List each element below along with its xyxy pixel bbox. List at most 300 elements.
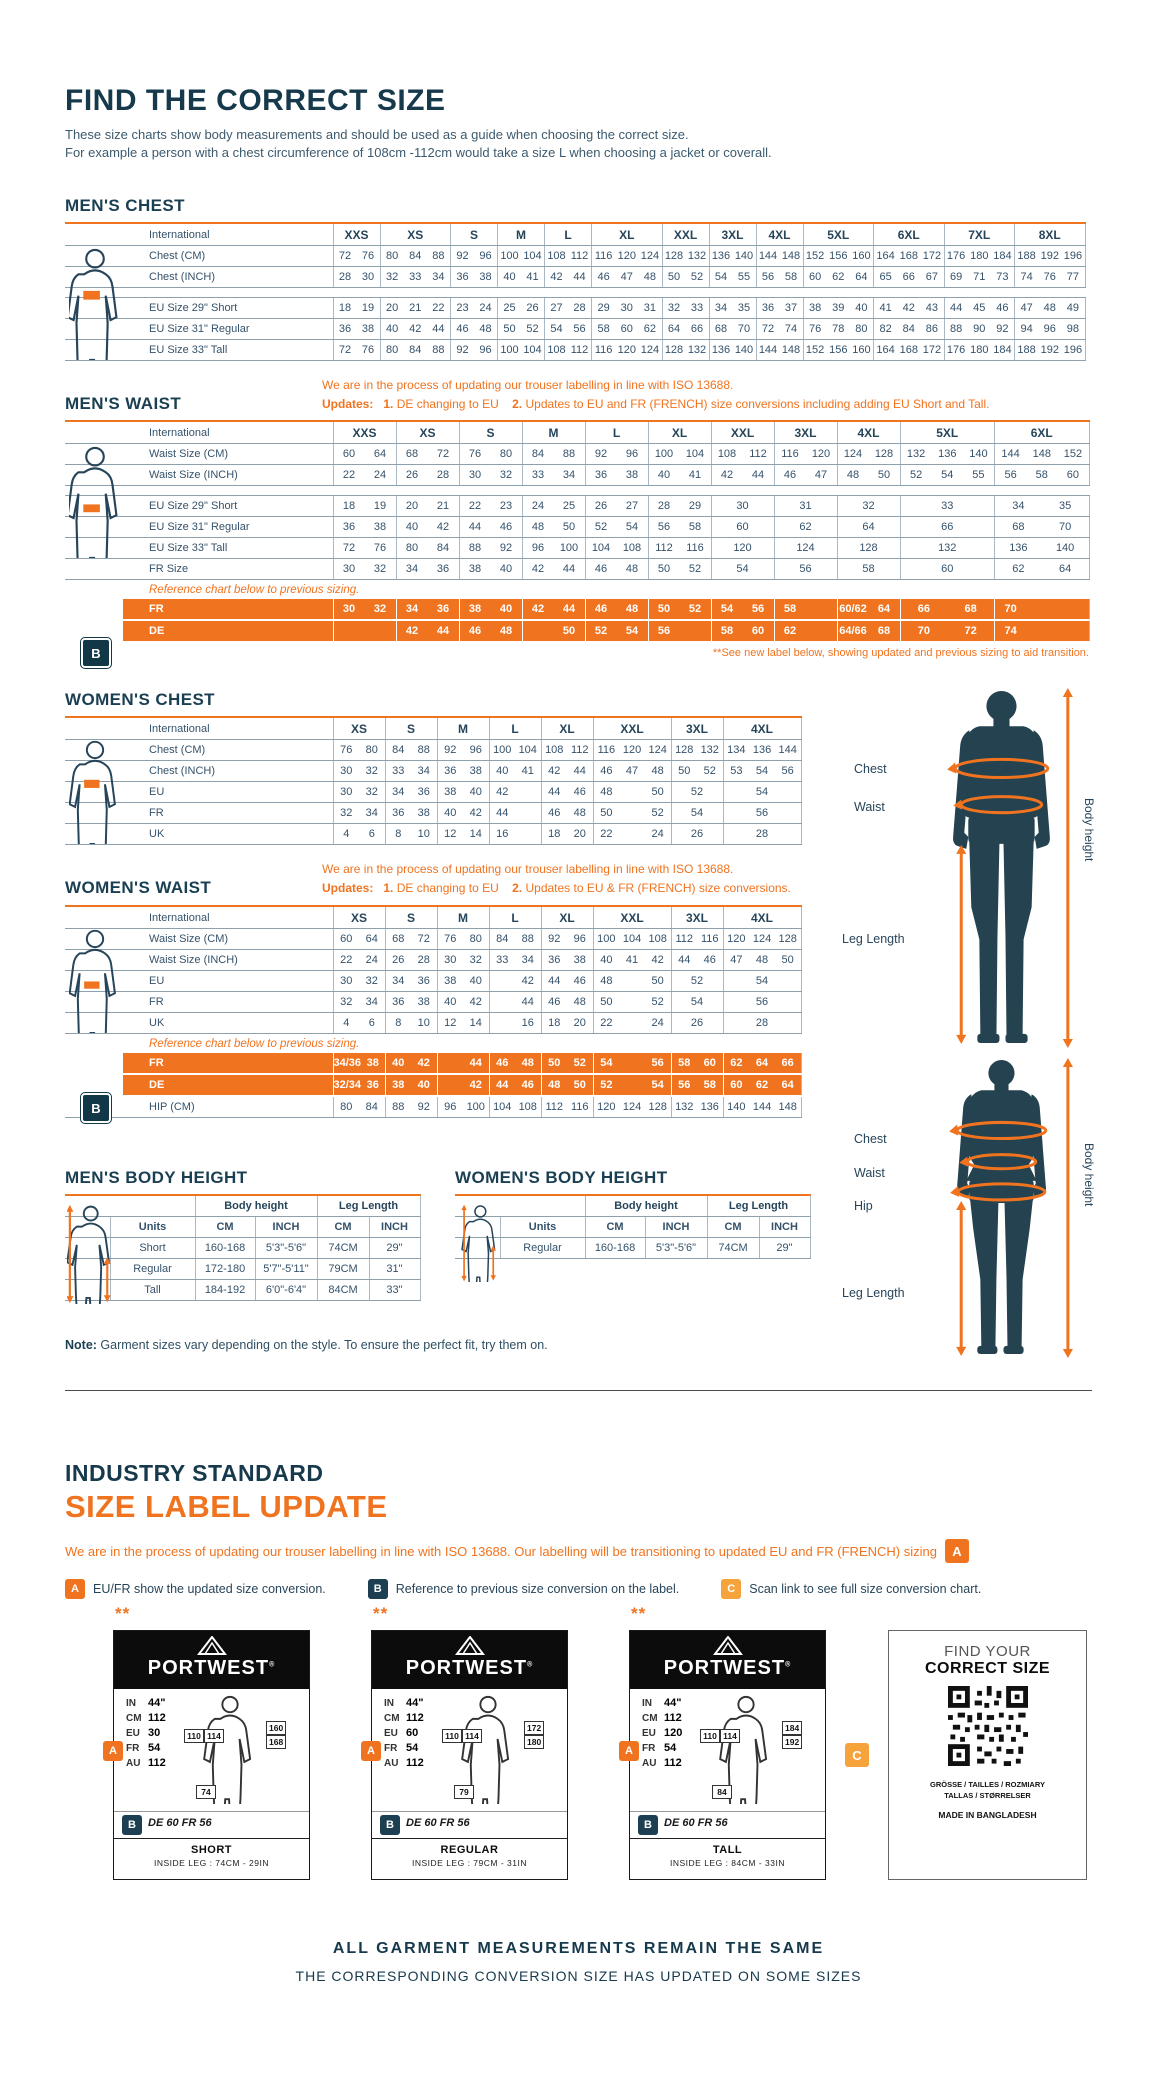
size-value (619, 975, 645, 987)
languages-line-1: GRÖSSE / TAILLES / ROZMIARY (929, 1780, 1045, 1789)
size-value: 29" (759, 1238, 810, 1259)
size-cell (662, 319, 709, 340)
row-label: Waist Size (INCH) (123, 950, 333, 971)
size-value: 136 (938, 448, 957, 460)
size-value: 40 (444, 807, 457, 819)
brand-name: PORTWEST® (147, 1657, 276, 1679)
column-header (110, 1195, 195, 1217)
size-value: 28 (436, 469, 450, 481)
size-cell (803, 298, 874, 319)
size-value: 160-168 (585, 1238, 645, 1259)
icon-column (65, 496, 123, 517)
size-value: 116 (781, 448, 799, 460)
size-cell (711, 538, 774, 559)
badge-b: B (81, 638, 111, 668)
size-value: 96 (1043, 323, 1056, 335)
size-value (490, 996, 516, 1008)
measurement-value: 192 (782, 1735, 802, 1749)
size-value: 50 (657, 603, 671, 615)
size-cell (489, 1013, 541, 1034)
size-cell (333, 824, 385, 845)
leg-measurement-box (712, 1785, 732, 1799)
size-cell (756, 246, 803, 267)
size-value: 34 (1012, 500, 1025, 512)
size-value: 49 (1066, 302, 1080, 314)
size-value: 18 (548, 1017, 561, 1029)
size-cell (459, 496, 522, 517)
industry-paragraph (65, 1539, 1095, 1563)
size-value: 84 (365, 1101, 378, 1113)
size-value: 54 (550, 323, 563, 335)
size-value: 84 (392, 744, 405, 756)
size-value: 38 (444, 786, 457, 798)
size-cell (541, 929, 593, 950)
size-value: 160-168 (195, 1238, 255, 1259)
size-cell (585, 620, 648, 642)
row-label: Regular (500, 1238, 585, 1259)
size-value: 42 (496, 786, 509, 798)
size-cell (489, 740, 541, 761)
size-value: 62 (755, 1079, 769, 1091)
size-value: 172-180 (195, 1259, 255, 1280)
size-value: 30 (340, 975, 353, 987)
size-column-header: S (451, 223, 498, 246)
size-column-header: 8XL (1015, 223, 1086, 246)
row-label: Short (110, 1238, 195, 1259)
size-cell (489, 1096, 541, 1118)
measurement-value: 180 (524, 1735, 544, 1749)
size-column-header: XXL (593, 717, 671, 740)
size-value: 20 (573, 828, 586, 840)
portwest-logo-icon (197, 1636, 227, 1656)
size-cell (437, 824, 489, 845)
size-value: 48 (651, 765, 664, 777)
size-cell (723, 824, 801, 845)
mens-height-title: MEN'S BODY HEIGHT (65, 1168, 248, 1187)
size-cell (396, 599, 459, 620)
size-value: 88 (562, 448, 576, 460)
previous-size-row (630, 1811, 825, 1838)
size-value: 112 (148, 1712, 166, 1724)
size-value: 36 (548, 954, 561, 966)
size-value: 32 (667, 302, 681, 314)
size-value: 56 (657, 521, 671, 533)
size-cell (459, 538, 522, 559)
size-value: 34 (365, 996, 378, 1008)
size-cell (593, 1096, 671, 1118)
size-cell (723, 782, 801, 803)
size-value: 62 (832, 271, 845, 283)
size-value: 60 (730, 1079, 743, 1091)
size-value: 14 (469, 828, 482, 840)
size-column-header: XL (592, 223, 663, 246)
size-cell (593, 971, 671, 992)
chest-measurement-box (442, 1729, 482, 1743)
intro-line-2: For example a person with a chest circumference of 108cm -112cm would take a size L when choosing a jacket or coverall. (65, 145, 772, 160)
size-value: 44 (468, 521, 482, 533)
size-value: 112 (406, 1712, 424, 1724)
size-value: 50 (562, 521, 576, 533)
size-value: 144 (758, 344, 778, 356)
size-value: 31 (799, 500, 812, 512)
size-value: 164 (876, 250, 895, 262)
size-value: 48 (548, 1079, 561, 1091)
size-cell (385, 1074, 437, 1096)
leg-length-label: Leg Length (842, 1286, 905, 1300)
size-value: 50 (562, 625, 576, 637)
size-value (619, 1079, 645, 1091)
size-value (515, 807, 541, 819)
size-value: 65 (879, 271, 892, 283)
size-cell (385, 782, 437, 803)
icon-column (65, 1238, 110, 1259)
size-cell (900, 559, 995, 580)
size-cell (900, 465, 995, 486)
size-value: 46 (600, 765, 613, 777)
size-cell (437, 803, 489, 824)
size-cell (437, 1096, 489, 1118)
size-value: 112 (545, 1101, 564, 1113)
size-value: 56 (573, 323, 586, 335)
size-value: 52 (600, 1079, 613, 1091)
size-value: 44 (573, 765, 586, 777)
card-footer (372, 1838, 567, 1879)
size-value: 27 (550, 302, 563, 314)
made-in-text: MADE IN BANGLADESH (938, 1810, 1037, 1820)
waist-label: Waist (854, 800, 885, 814)
size-value: 62 (799, 521, 812, 533)
size-cell (333, 267, 380, 288)
transition-note: **See new label below, showing updated and previous sizing to aid transition. (712, 646, 1089, 659)
icon-column (65, 599, 123, 620)
size-value: 42 (469, 996, 482, 1008)
womens-height-title: WOMEN'S BODY HEIGHT (455, 1168, 668, 1187)
size-cell (333, 444, 396, 465)
size-column-header: S (385, 906, 437, 929)
size-value: 40 (385, 323, 399, 335)
womens-chest-title: WOMEN'S CHEST (65, 690, 215, 709)
size-value: 148 (1032, 448, 1051, 460)
size-row (384, 1742, 418, 1756)
size-cell (498, 298, 545, 319)
size-value: 112 (664, 1712, 682, 1724)
size-value: 46 (573, 975, 586, 987)
size-value (680, 625, 711, 637)
update-1-num: 1. (383, 397, 394, 411)
size-value: 21 (436, 500, 450, 512)
size-value: 44 (432, 323, 445, 335)
size-value: 42 (521, 975, 534, 987)
column-header (500, 1195, 585, 1217)
column-header: International (123, 223, 333, 246)
size-value: 100 (500, 250, 519, 262)
size-value: 47 (1020, 302, 1033, 314)
size-cell (592, 319, 663, 340)
size-value: 120 (664, 1727, 683, 1739)
size-cell (837, 538, 900, 559)
size-value: 128 (675, 744, 694, 756)
size-value: 188 (1017, 250, 1036, 262)
size-cell (333, 1074, 385, 1096)
size-column-header: M (522, 421, 585, 444)
size-cell (333, 803, 385, 824)
size-cell (593, 1053, 671, 1074)
size-column-header: M (437, 717, 489, 740)
size-value: 24 (651, 828, 664, 840)
size-cell (671, 929, 723, 950)
size-value: 66 (690, 323, 704, 335)
size-value: 31" (369, 1259, 420, 1280)
chest-label: Chest (854, 762, 887, 776)
size-value: 112 (570, 344, 589, 356)
waist-label: Waist (854, 1166, 885, 1180)
iso-note: We are in the process of updating our trouser labelling in line with ISO 13688. (322, 378, 734, 392)
size-cell (837, 620, 900, 642)
size-value: 54 (690, 807, 704, 819)
size-value: 124 (752, 933, 772, 945)
fit-name: REGULAR (440, 1844, 499, 1856)
icon-column (65, 1053, 123, 1074)
size-cell (995, 465, 1090, 486)
size-value: 112 (406, 1757, 424, 1769)
badge-c: C (721, 1579, 741, 1599)
size-value: 168 (899, 250, 918, 262)
size-column-header: XS (396, 421, 459, 444)
row-label: Waist Size (INCH) (123, 465, 333, 486)
size-value: 96 (531, 542, 545, 554)
size-value: 120 (727, 933, 746, 945)
size-cell (995, 517, 1090, 538)
size-value: 132 (687, 250, 707, 262)
units-header: Units (110, 1217, 195, 1238)
size-value: 74 (784, 323, 798, 335)
icon-column (65, 950, 123, 971)
size-cell (723, 1053, 801, 1074)
size-cell (585, 465, 648, 486)
size-value: 22 (468, 500, 482, 512)
size-row (384, 1712, 424, 1726)
size-cell (592, 340, 663, 361)
size-column-header: 4XL (723, 717, 801, 740)
size-system-label: AU (126, 1758, 141, 1769)
height-table (65, 1194, 421, 1301)
conversion-statement: THE CORRESPONDING CONVERSION SIZE HAS UPDATED ON SOME SIZES (295, 1968, 862, 1984)
size-cell (711, 620, 774, 642)
row-label: HIP (CM) (123, 1096, 333, 1118)
size-cell (498, 246, 545, 267)
section-womens-waist (65, 862, 805, 1116)
size-value: 30 (468, 469, 482, 481)
size-value: 44 (548, 975, 561, 987)
size-value: 80 (855, 323, 868, 335)
size-value: 128 (664, 344, 684, 356)
fit-name: SHORT (191, 1844, 232, 1856)
size-value: 192 (1040, 344, 1059, 356)
size-cell (437, 971, 489, 992)
size-value: 58 (784, 271, 798, 283)
size-value: 88 (392, 1101, 405, 1113)
size-value: 136 (1009, 542, 1028, 554)
size-column-header: XXS (333, 223, 380, 246)
size-column-header: XXL (593, 906, 671, 929)
size-row (126, 1727, 160, 1741)
size-value: 180 (970, 344, 989, 356)
size-value: 108 (545, 744, 564, 756)
size-cell (459, 559, 522, 580)
size-value: 64 (1059, 563, 1072, 575)
size-column-header: XXS (333, 421, 396, 444)
size-value: 80 (469, 933, 482, 945)
size-value: 52 (594, 625, 608, 637)
size-value: 54 (714, 271, 728, 283)
size-value: 26 (526, 302, 539, 314)
size-cell (545, 246, 592, 267)
size-cell (756, 319, 803, 340)
size-cell (593, 761, 671, 782)
size-value: 38 (373, 521, 387, 533)
size-value: 48 (521, 1057, 534, 1069)
size-value: 100 (500, 344, 519, 356)
size-value: 128 (874, 448, 894, 460)
size-value: 68 (877, 625, 891, 637)
size-value: 74 (1020, 271, 1033, 283)
icon-column (65, 929, 123, 950)
inside-leg-text: INSIDE LEG : 74CM - 29IN (154, 1858, 269, 1868)
size-cell (541, 1053, 593, 1074)
size-value: 33 (496, 954, 509, 966)
size-value (523, 625, 554, 637)
size-cell (593, 803, 671, 824)
size-value: 124 (648, 744, 667, 756)
size-value: 26 (405, 469, 419, 481)
size-cell (333, 992, 385, 1013)
size-column-header: L (489, 717, 541, 740)
size-value: 144 (752, 1101, 772, 1113)
size-value: 136 (711, 250, 731, 262)
size-value: 68 (392, 933, 405, 945)
size-cell (489, 1053, 541, 1074)
size-column-header: 3XL (671, 717, 723, 740)
size-value: 48 (600, 975, 613, 987)
size-value: 72 (436, 448, 450, 460)
size-cell (522, 599, 585, 620)
size-label-update-title: SIZE LABEL UPDATE (65, 1489, 388, 1524)
size-value: 40 (499, 603, 513, 615)
iso-note: We are in the process of updating our trouser labelling in line with ISO 13688. (322, 862, 734, 876)
size-cell (541, 782, 593, 803)
asterisks-mark: ** (631, 1604, 647, 1623)
size-value: 5'3"-5'6" (255, 1238, 317, 1259)
size-cell (803, 246, 874, 267)
size-value: 38 (469, 765, 482, 777)
size-column-header: XL (541, 906, 593, 929)
size-cell (541, 761, 593, 782)
portwest-logo-icon (455, 1636, 485, 1656)
size-column-header: 6XL (874, 223, 945, 246)
row-label: EU (123, 971, 333, 992)
row-label: Chest (CM) (123, 740, 333, 761)
size-cell (874, 340, 945, 361)
size-cell (333, 496, 396, 517)
size-value: 60 (342, 448, 356, 460)
size-value: 70 (917, 625, 930, 637)
size-label-card (109, 1630, 310, 1880)
size-value: 67 (925, 271, 939, 283)
card-header (114, 1631, 309, 1689)
icon-column (65, 906, 123, 929)
unit-header: CM (707, 1217, 759, 1238)
size-value: 144 (758, 250, 778, 262)
size-value: 38 (417, 807, 430, 819)
size-value: 33 (690, 302, 704, 314)
size-column-header: 3XL (774, 421, 837, 444)
mens-waist-table (65, 420, 1095, 662)
size-cell (723, 1096, 801, 1118)
size-value (1026, 625, 1057, 637)
note-text: Garment sizes vary depending on the style. To ensure the perfect fit, try them on. (96, 1338, 548, 1352)
size-value: 8 (395, 1017, 402, 1029)
size-cell (585, 517, 648, 538)
size-cell (874, 319, 945, 340)
size-value: 156 (829, 344, 848, 356)
size-value: 88 (417, 744, 430, 756)
size-value: 108 (717, 448, 737, 460)
size-value: 33" (369, 1280, 420, 1301)
gap-row (65, 486, 1089, 496)
garment-note (65, 1338, 548, 1352)
row-label: Chest (CM) (123, 246, 333, 267)
size-value: 35 (737, 302, 751, 314)
size-column-header: XL (648, 421, 711, 444)
size-value: 184-192 (195, 1280, 255, 1301)
size-cell (711, 444, 774, 465)
qr-card (888, 1630, 1087, 1880)
size-value: 72 (338, 344, 352, 356)
size-cell (709, 246, 756, 267)
size-value: 128 (778, 933, 797, 945)
size-value: 19 (361, 302, 375, 314)
size-value: 46 (521, 1079, 534, 1091)
size-value: 84 (409, 344, 422, 356)
size-value: 40 (503, 271, 516, 283)
size-value: 96 (573, 933, 586, 945)
size-value: 23 (456, 302, 469, 314)
size-system-label: FR (642, 1743, 656, 1754)
section-mens-height (65, 1168, 421, 1301)
size-value: 144 (778, 744, 797, 756)
size-value: 48 (479, 323, 492, 335)
measurement-value: 114 (462, 1729, 482, 1743)
size-value: 36 (594, 469, 608, 481)
size-value: 112 (148, 1757, 166, 1769)
size-value: 68 (405, 448, 419, 460)
size-value: 180 (970, 250, 989, 262)
size-cell (774, 559, 837, 580)
size-value: 42 (409, 323, 422, 335)
size-value: 32 (469, 954, 482, 966)
size-cell (671, 761, 723, 782)
size-value: 66 (917, 603, 930, 615)
size-value: 56 (761, 271, 775, 283)
size-value: 50 (600, 807, 613, 819)
size-cell (333, 1053, 385, 1074)
size-cell (522, 465, 585, 486)
qr-code (948, 1686, 1028, 1766)
size-cell (380, 246, 451, 267)
size-value: 100 (493, 744, 512, 756)
size-value: 36 (761, 302, 775, 314)
size-cell (593, 1074, 671, 1096)
